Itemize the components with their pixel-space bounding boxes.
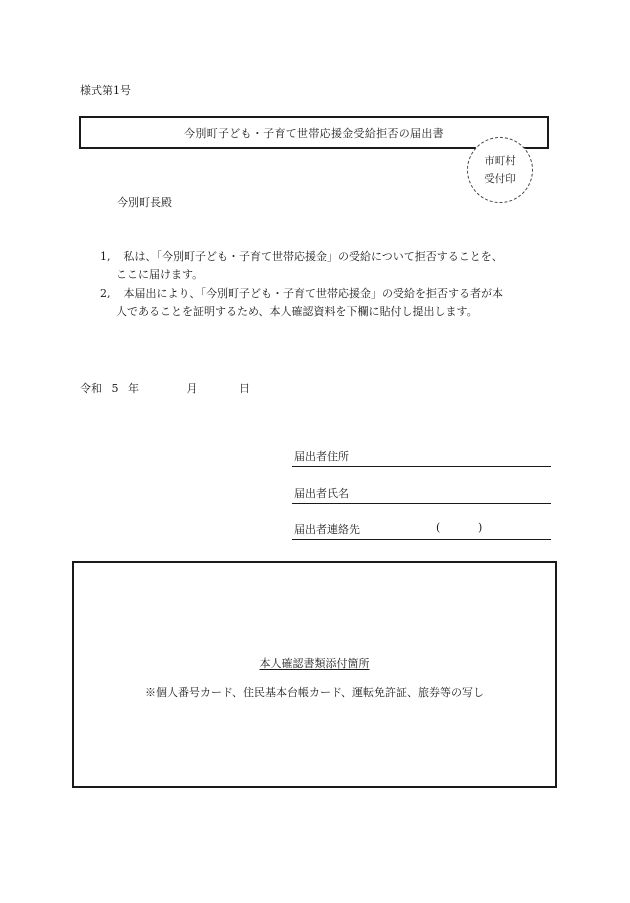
date-day-unit: 日 <box>239 382 250 395</box>
attachment-note: ※個人番号カード、住民基本台帳カード、運転免許証、旅券等の写し <box>144 686 485 699</box>
form-number: 様式第1号 <box>80 84 131 97</box>
item-2-number: 2, <box>100 287 111 300</box>
date-era: 令和 <box>80 382 102 395</box>
item-1-text-line2: ここに届けます。 <box>116 268 204 281</box>
submitter-contact-label: 届出者連絡先 <box>294 523 360 536</box>
item-2 <box>100 285 503 301</box>
date-year: 5 <box>111 382 119 395</box>
submitter-name-field[interactable] <box>292 485 551 504</box>
item-1-number: 1, <box>100 250 111 263</box>
date-year-unit: 年 <box>128 382 139 395</box>
date-row <box>80 380 250 396</box>
id-attachment-area <box>72 561 557 788</box>
submitter-address-field[interactable] <box>292 448 551 467</box>
attachment-title-row <box>74 655 555 671</box>
item-1 <box>100 248 503 264</box>
submitter-contact-field[interactable] <box>292 521 551 540</box>
stamp-line-1: 市町村 <box>484 155 516 167</box>
date-month-unit: 月 <box>186 382 198 395</box>
stamp-line-2: 受付印 <box>484 173 516 185</box>
submitter-address-label: 届出者住所 <box>294 450 349 463</box>
contact-paren-close: ) <box>478 521 483 534</box>
reception-stamp <box>467 137 533 203</box>
form-title: 今別町子ども・子育て世帯応援金受給拒否の届出書 <box>184 126 444 140</box>
item-2-text-line2: 人であることを証明するため、本人確認資料を下欄に貼付し提出します。 <box>116 305 478 318</box>
contact-paren-open: ( <box>436 521 441 534</box>
submitter-name-label: 届出者氏名 <box>294 487 349 500</box>
item-1-text-line1: 私は、「今別町子ども・子育て世帯応援金」の受給について拒否することを、 <box>123 250 503 263</box>
item-2-text-line1: 本届出により、「今別町子ども・子育て世帯応援金」の受給を拒否する者が本 <box>123 287 503 300</box>
attachment-title: 本人確認書類添付箇所 <box>259 657 370 670</box>
addressee: 今別町長殿 <box>117 196 172 209</box>
